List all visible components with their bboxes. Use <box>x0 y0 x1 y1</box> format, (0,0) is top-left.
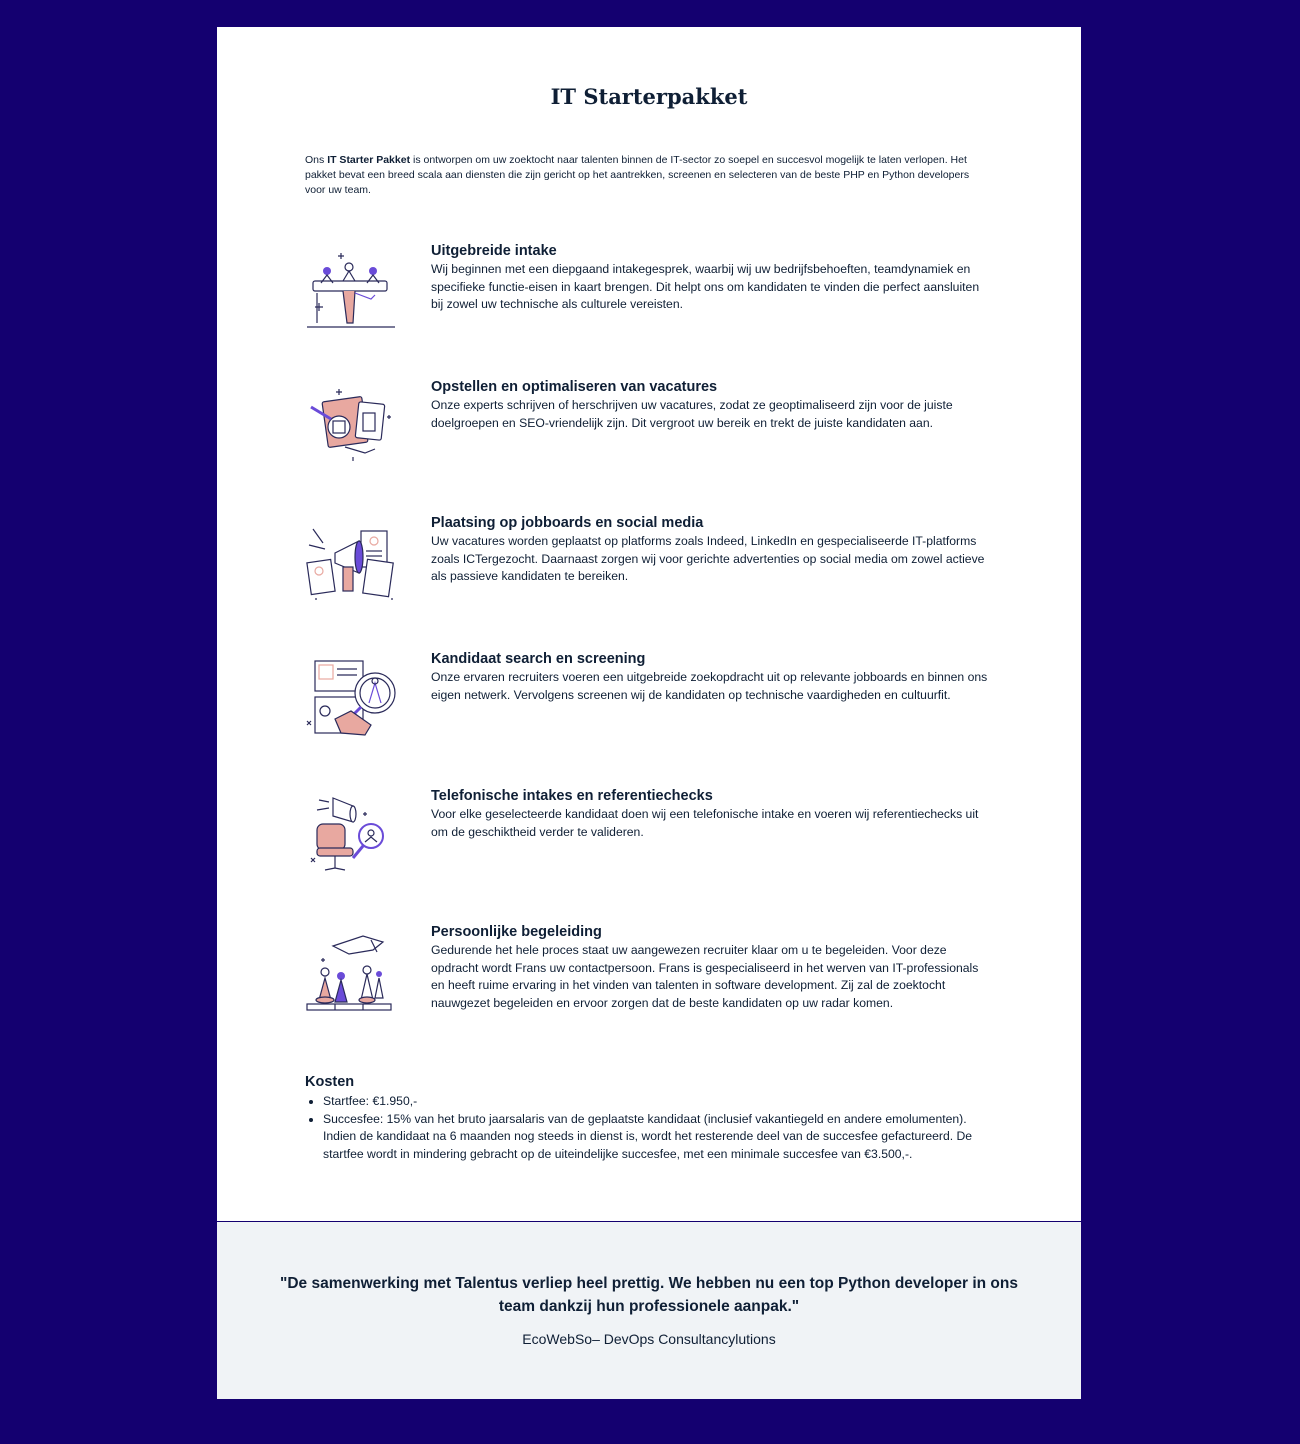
chess-hand-icon <box>305 930 397 1012</box>
megaphone-icon <box>305 521 397 603</box>
intro-suffix: is ontworpen om uw zoektocht naar talenten binnen de IT-sector zo soepel en succesvol mogelijk te laten verlopen. Het pakket bevat een breed scala aan diensten die zijn gericht op het aantrekken, screenen en selecteren van de beste PHP en Python developers voor uw team. <box>305 154 970 196</box>
testimonial-section <box>217 1222 1081 1399</box>
testimonial-quote: "De samenwerking met Talentus verliep heel prettig. We hebben nu een top Python developer in ons team dankzij hun professionele aanpak." <box>279 1275 1018 1315</box>
service-description: Wij beginnen met een diepgaand intakegesprek, waarbij wij uw bedrijfsbehoeften, teamdynamiek en specifieke functie-eisen in kaart brengen. Dit helpt ons om kandidaten te vinden die perfect aansluiten bij zowel uw technische als culturele vereisten. <box>431 262 980 311</box>
intro-paragraph <box>305 153 985 198</box>
kosten-list <box>305 1093 995 1163</box>
service-title: Opstellen en optimaliseren van vacatures <box>431 379 718 395</box>
page-title: IT Starterpakket <box>550 84 748 109</box>
service-title: Uitgebreide intake <box>431 243 557 259</box>
service-intake <box>305 243 995 343</box>
intro-bold: IT Starter Pakket <box>327 154 411 166</box>
service-description: Voor elke geselecteerde kandidaat doen wij een telefonische intake en voeren wij referentiechecks uit om de geschiktheid verder te valideren. <box>431 807 979 839</box>
content-card <box>217 27 1081 1221</box>
service-vacatures <box>305 379 995 479</box>
intro-prefix: Ons <box>305 154 328 166</box>
service-description: Onze ervaren recruiters voeren een uitgebreide zoekopdracht uit op relevante jobboards en binnen ons eigen netwerk. Vervolgens screenen wij de kandidaten op technische vaardigheden en cultuurfit. <box>431 670 988 702</box>
service-title: Persoonlijke begeleiding <box>431 924 602 940</box>
kosten-title: Kosten <box>305 1074 355 1090</box>
chair-magnifier-icon <box>305 794 397 876</box>
service-title: Kandidaat search en screening <box>431 651 646 667</box>
service-description: Uw vacatures worden geplaatst op platforms zoals Indeed, LinkedIn en gespecialiseerde IT-platforms zoals ICTergezocht. Daarnaast zorgen wij voor gerichte advertenties op social media om zowel actieve als passieve kandidaten te bereiken. <box>431 534 985 583</box>
service-description: Onze experts schrijven of herschrijven uw vacatures, zodat ze geoptimaliseerd zijn voor de juiste doelgroepen en SEO-vriendelijk zijn. Dit vergroot uw bereik en trekt de juiste kandidaten aan. <box>431 398 953 430</box>
kosten-section <box>305 1074 995 1163</box>
candidate-search-icon <box>305 657 397 739</box>
kosten-item-succesfee: • Succesfee: 15% van het bruto jaarsalaris van de geplaatste kandidaat (inclusief vakantiegeld en andere emolumenten). Indien de kandidaat na 6 maanden nog steeds in dienst is, wordt het resterende deel van de succesfee gefactureerd. De startfee wordt in mindering gebracht op de uiteindelijke succesfee, met een minimale succesfee van €3.500,-. <box>323 1111 995 1164</box>
service-begeleiding <box>305 924 995 1024</box>
kosten-item-startfee: • Startfee: €1.950,- <box>323 1093 995 1111</box>
service-referentiechecks <box>305 788 995 888</box>
service-description: Gedurende het hele proces staat uw aangewezen recruiter klaar om u te begeleiden. Voor deze opdracht wordt Frans uw contactpersoon. Frans is gespecialiseerd in het werven van IT-professionals en heeft ruime ervaring in het vinden van talenten in software development. Zij zal de zoektocht nauwgezet begeleiden en ervoor zorgen dat de beste kandidaten op uw radar komen. <box>431 943 979 1010</box>
testimonial-author: EcoWebSo– DevOps Consultancylutions <box>522 1331 776 1347</box>
service-title: Telefonische intakes en referentiechecks <box>431 788 713 804</box>
service-title: Plaatsing op jobboards en social media <box>431 515 704 531</box>
team-meeting-icon <box>305 249 397 331</box>
service-jobboards <box>305 515 995 615</box>
service-screening <box>305 651 995 751</box>
document-search-icon <box>305 385 397 467</box>
